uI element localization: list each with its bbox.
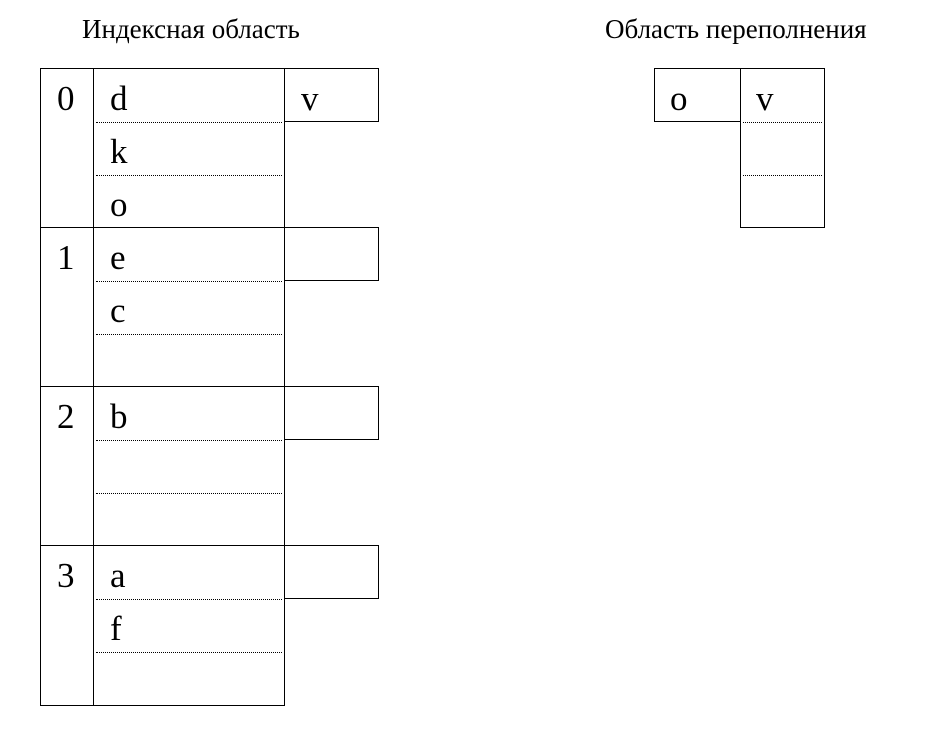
- bucket-1-number: 1: [57, 238, 75, 277]
- overflow-key: o: [670, 79, 688, 118]
- bucket-2-slot-1: [94, 387, 284, 440]
- bucket-2-slot-3: [94, 493, 284, 546]
- bucket-0-slot-2: [94, 122, 284, 175]
- bucket-0-key-1: d: [110, 79, 128, 118]
- bucket-0-key-2: k: [110, 132, 128, 171]
- overflow-pointer-1: v: [756, 79, 774, 118]
- bucket-2-number: 2: [57, 397, 75, 436]
- bucket-0-slot-3: [94, 175, 284, 228]
- bucket-3-pointer-cell: [284, 545, 379, 599]
- bucket-1-slot-1: [94, 228, 284, 281]
- bucket-2-slot-2: [94, 440, 284, 493]
- bucket-2-slots: [94, 386, 285, 545]
- bucket-1-slot-3: [94, 334, 284, 387]
- bucket-2-pointer-cell: [284, 386, 379, 440]
- overflow-pointer-slot-3: [741, 175, 824, 227]
- bucket-0-pointer-cell: [284, 68, 379, 122]
- bucket-0-key-3: o: [110, 185, 128, 224]
- overflow-pointer-slot-2: [741, 122, 824, 175]
- overflow-key-cell: [654, 68, 741, 122]
- bucket-3-slot-2: [94, 599, 284, 652]
- bucket-1-key-2: c: [110, 291, 126, 330]
- bucket-3-number: 3: [57, 556, 75, 595]
- index-area-bottom-border: [40, 705, 285, 706]
- bucket-3-slot-3: [94, 652, 284, 706]
- bucket-1-slots: [94, 227, 285, 386]
- bucket-2-number-cell: [40, 386, 94, 546]
- bucket-3-slot-1: [94, 546, 284, 599]
- bucket-3-key-1: a: [110, 556, 126, 595]
- bucket-1-key-1: e: [110, 238, 126, 277]
- bucket-3-number-cell: [40, 545, 94, 706]
- bucket-1-slot-2: [94, 281, 284, 334]
- bucket-1-number-cell: [40, 227, 94, 387]
- bucket-0-number: 0: [57, 79, 75, 118]
- bucket-2-key-1: b: [110, 397, 128, 436]
- index-area-title: Индексная область: [82, 14, 300, 44]
- overflow-area-title: Область переполнения: [605, 14, 867, 44]
- bucket-3-slots: [94, 545, 285, 705]
- overflow-pointer-cells: [740, 68, 825, 228]
- bucket-3-key-2: f: [110, 609, 122, 648]
- bucket-0-pointer: v: [301, 79, 319, 118]
- bucket-1-pointer-cell: [284, 227, 379, 281]
- bucket-0-number-cell: [40, 68, 94, 228]
- bucket-0-slot-1: [94, 69, 284, 122]
- overflow-pointer-slot-1: [741, 69, 824, 122]
- bucket-0-slots: [94, 68, 285, 227]
